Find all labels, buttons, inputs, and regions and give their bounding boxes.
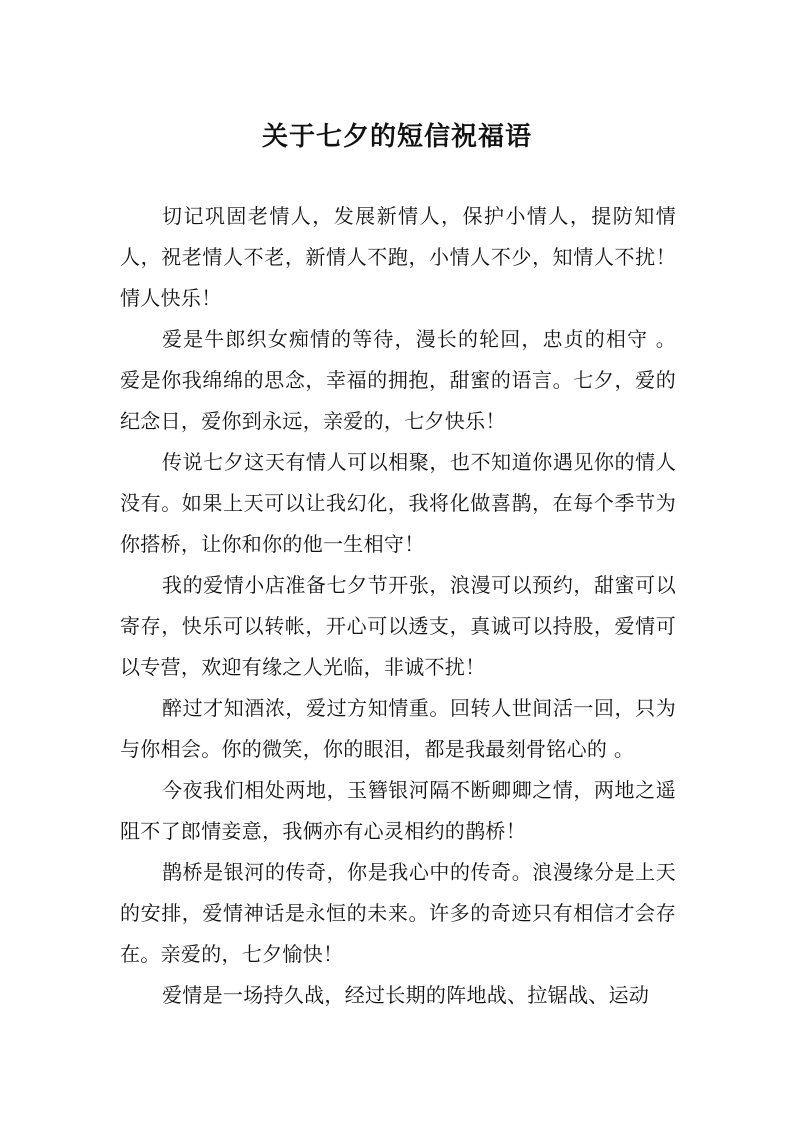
paragraph: 切记巩固老情人，发展新情人，保护小情人，提防知情人，祝老情人不老，新情人不跑，小情人不少，知情人不扰！情人快乐！: [120, 204, 676, 310]
paragraph: 爱情是一场持久战，经过长期的阵地战、拉锯战、运动: [162, 983, 650, 1007]
paragraph: 我的爱情小店准备七夕节开张，浪漫可以预约，甜蜜可以寄存，快乐可以转帐，开心可以透支，真诚可以持股，爱情可以专营，欢迎有缘之人光临，非诚不扰！: [120, 573, 676, 679]
paragraph: 鹊桥是银河的传奇，你是我心中的传奇。浪漫缘分是上天的安排，爱情神话是永恒的未来。许多的奇迹只有相信才会存在。亲爱的，七夕愉快！: [120, 860, 676, 966]
document-body: [120, 196, 676, 1016]
paragraph: 醉过才知酒浓，爱过方知情重。回转人世间活一回，只为与你相会。你的微笑，你的眼泪，都是我最刻骨铭心的 。: [120, 696, 676, 761]
page-title: 关于七夕的短信祝福语: [261, 122, 532, 153]
paragraph: 爱是牛郎织女痴情的等待，漫长的轮回，忠贞的相守 。爱是你我绵绵的思念，幸福的拥抱，甜蜜的语言。七夕，爱的纪念日，爱你到永远，亲爱的，七夕快乐！: [120, 327, 676, 433]
paragraph: 传说七夕这天有情人可以相聚，也不知道你遇见你的情人没有。如果上天可以让我幻化，我将化做喜鹊，在每个季节为你搭桥，让你和你的他一生相守！: [120, 450, 676, 556]
paragraph: 今夜我们相处两地，玉簪银河隔不断卿卿之情，两地之遥阻不了郎情妾意，我俩亦有心灵相约的鹊桥！: [120, 778, 676, 843]
